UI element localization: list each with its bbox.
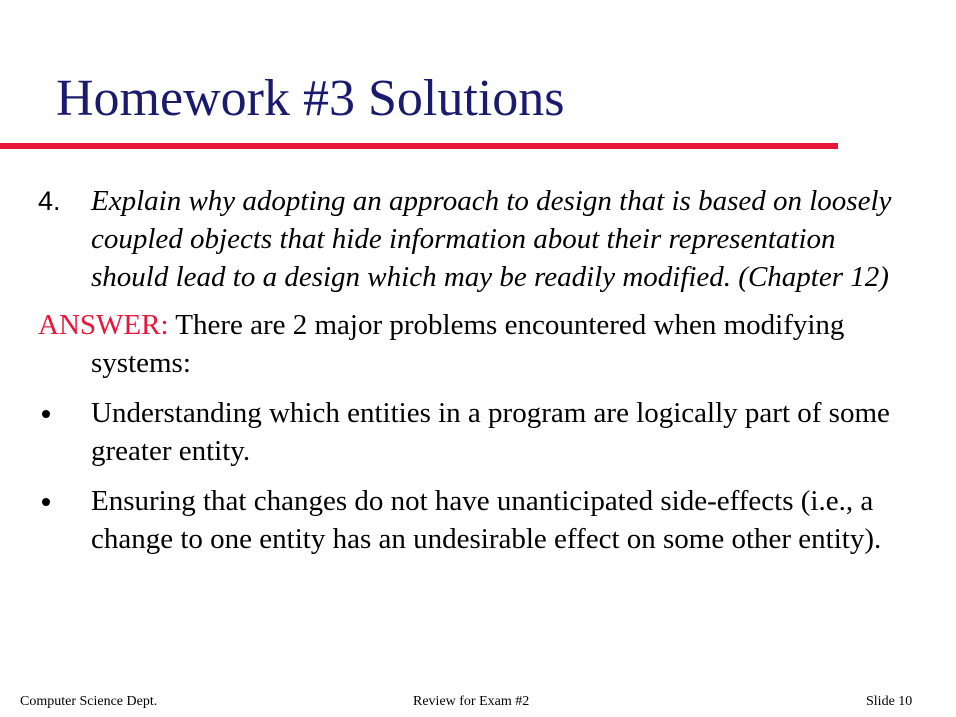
bullet-text: Understanding which entities in a program are logically part of some greater entity.	[91, 397, 890, 467]
question-number: 4.	[38, 186, 61, 216]
footer-slide-number: Slide 10	[866, 694, 913, 709]
bullet-item	[38, 394, 918, 470]
bullet-dot-icon	[42, 498, 50, 506]
bullet-text: Ensuring that changes do not have unanticipated side-effects (i.e., a change to one entity has an undesirable effect on some other entity).	[91, 485, 882, 555]
title-underline	[0, 143, 838, 149]
answer-paragraph	[38, 306, 918, 382]
question-text: Explain why adopting an approach to design that is based on loosely coupled objects that hide information about their representation should lead to a design which may be readily modified. (Chapter 12)	[91, 185, 892, 293]
footer-lecture-title: Review for Exam #2	[413, 694, 530, 709]
answer-label: ANSWER:	[38, 309, 169, 341]
slide-content	[38, 182, 918, 570]
question-paragraph	[38, 182, 918, 296]
answer-text: There are 2 major problems encountered when modifying systems:	[91, 309, 845, 379]
bullet-item	[38, 482, 918, 558]
slide-title: Homework #3 Solutions	[56, 70, 565, 127]
bullet-dot-icon	[42, 410, 50, 418]
footer-department: Computer Science Dept.	[20, 694, 158, 709]
